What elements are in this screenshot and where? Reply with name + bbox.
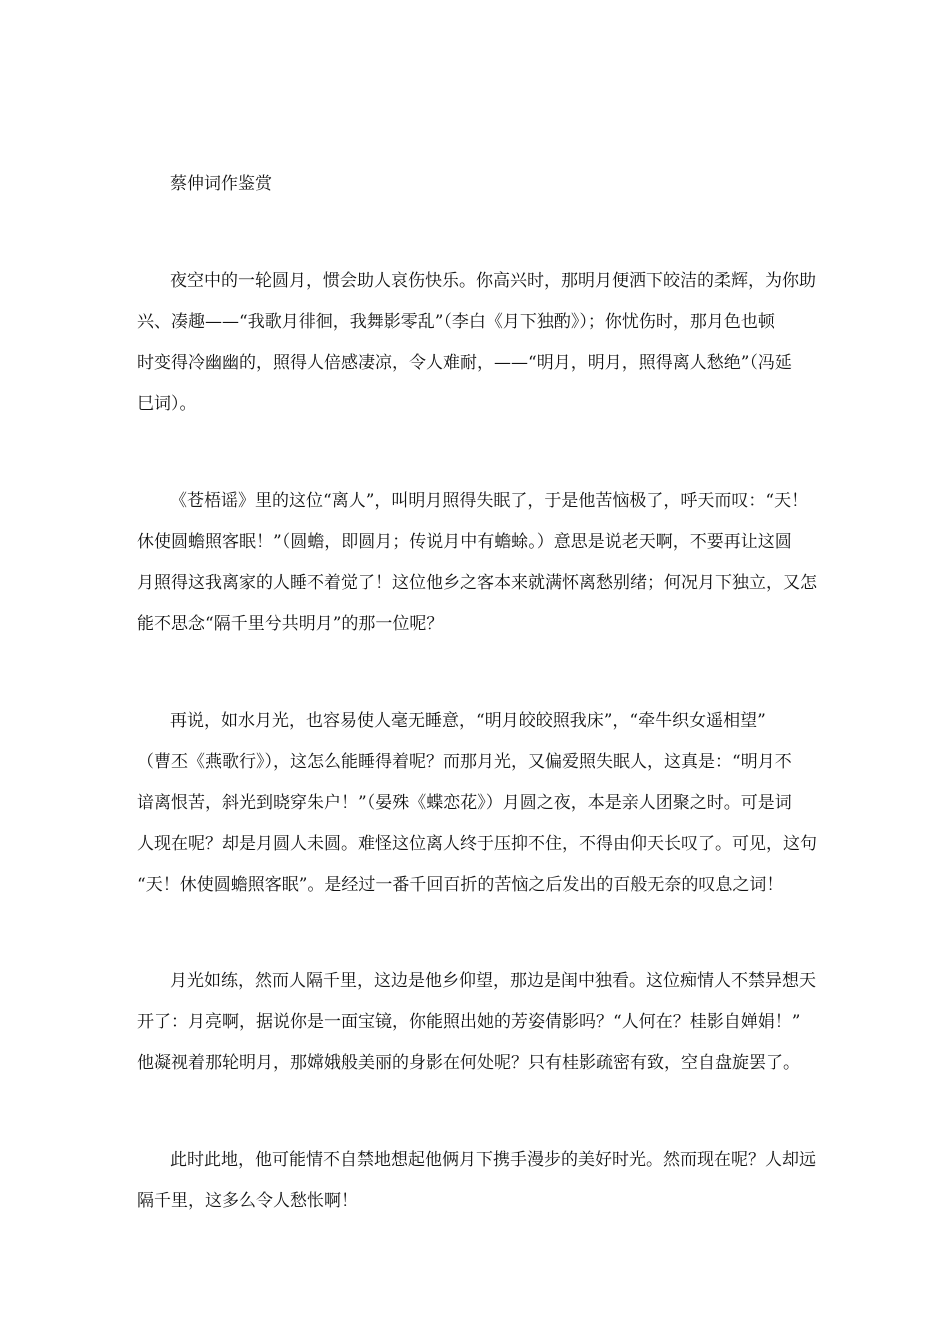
- paragraph-line: 人现在呢？却是月圆人未圆。难怪这位离人终于压抑不住，不得由仰天长叹了。可见，这句: [137, 834, 817, 854]
- paragraph-2: [137, 487, 817, 651]
- paragraph-line: 再说，如水月光，也容易使人毫无睡意，“明月皎皎照我床”，“牵牛织女遥相望”: [170, 711, 766, 731]
- paragraph-line: 此时此地，他可能情不自禁地想起他俩月下携手漫步的美好时光。然而现在呢？人却远: [170, 1150, 816, 1170]
- paragraph-line: 开了：月亮啊，据说你是一面宝镜，你能照出她的芳姿倩影吗？“人何在？桂影自婵娟！”: [137, 1012, 801, 1032]
- document-title: 蔡伸词作鉴赏: [170, 174, 272, 194]
- paragraph-line: 他凝视着那轮明月，那嫦娥般美丽的身影在何处呢？只有桂影疏密有致，空自盘旋罢了。: [137, 1053, 800, 1073]
- paragraph-line: 兴、凑趣——“我歌月徘徊，我舞影零乱”（李白《月下独酌》）；你忧伤时，那月色也顿: [137, 312, 775, 332]
- paragraph-line: 月照得这我离家的人睡不着觉了！这位他乡之客本来就满怀离愁别绪；何况月下独立，又怎: [137, 573, 817, 593]
- paragraph-line: 休使圆蟾照客眠！”（圆蟾，即圆月；传说月中有蟾蜍。）意思是说老天啊，不要再让这圆: [137, 532, 792, 552]
- paragraph-line: 能不思念“隔千里兮共明月”的那一位呢？: [137, 614, 444, 634]
- paragraph-line: 隔千里，这多么令人愁怅啊！: [137, 1191, 358, 1211]
- paragraph-4: [137, 967, 816, 1090]
- paragraph-5: [137, 1146, 816, 1228]
- paragraph-line: 夜空中的一轮圆月，惯会助人哀伤快乐。你高兴时，那明月便洒下皎洁的柔辉，为你助: [170, 271, 816, 291]
- paragraph-line: “天！休使圆蟾照客眠”。是经过一番千回百折的苦恼之后发出的百般无奈的叹息之词！: [137, 875, 784, 895]
- paragraph-line: 《苍梧谣》里的这位“离人”，叫明月照得失眠了，于是他苦恼极了，呼天而叹：“天！: [170, 491, 809, 511]
- paragraph-1: [137, 267, 816, 431]
- paragraph-line: 巳词）。: [137, 394, 197, 414]
- paragraph-line: 月光如练，然而人隔千里，这边是他乡仰望，那边是闺中独看。这位痴情人不禁异想天: [170, 971, 816, 991]
- paragraph-3: [137, 707, 817, 912]
- paragraph-line: 谙离恨苦，斜光到晓穿朱户！”（晏殊《蝶恋花》）月圆之夜，本是亲人团聚之时。可是词: [137, 793, 792, 813]
- paragraph-line: 时变得冷幽幽的，照得人倍感凄凉，令人难耐，——“明月，明月，照得离人愁绝”（冯延: [137, 353, 792, 373]
- paragraph-line: （曹丕《燕歌行》），这怎么能睡得着呢？而那月光，又偏爱照失眠人，这真是：“明月不: [137, 752, 792, 772]
